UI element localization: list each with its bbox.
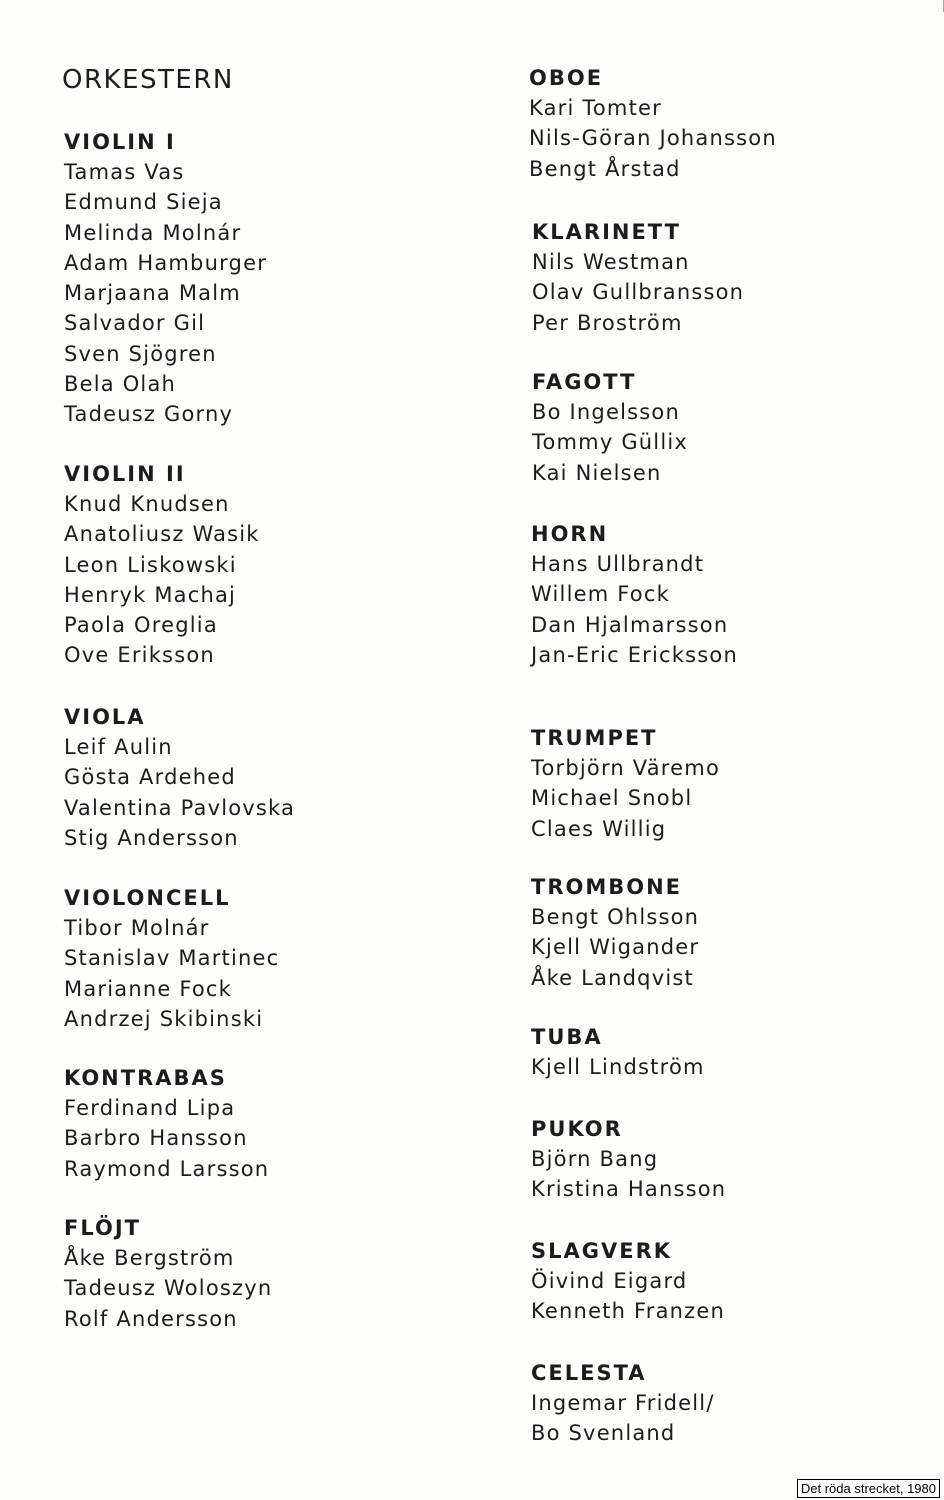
member-name: Tadeusz Gorny [64, 402, 234, 427]
section-heading: VIOLA [64, 705, 146, 729]
section-heading: KLARINETT [532, 220, 681, 244]
section-heading: VIOLONCELL [64, 886, 231, 910]
page-title: ORKESTERN [62, 65, 234, 95]
member-name: Åke Landqvist [531, 965, 694, 990]
member-name: Öivind Eigard [531, 1269, 688, 1293]
member-name: Nils Westman [532, 250, 690, 274]
member-name: Olav Gullbransson [532, 280, 745, 305]
member-name: Marianne Fock [64, 976, 233, 1001]
member-name: Björn Bang [531, 1147, 659, 1171]
member-name: Ferdinand Lipa [64, 1096, 236, 1120]
section-heading: KONTRABAS [64, 1066, 227, 1090]
member-name: Barbro Hansson [64, 1126, 248, 1151]
member-name: Åke Bergström [64, 1246, 235, 1270]
member-name: Michael Snobl [531, 786, 693, 811]
member-name: Leif Aulin [64, 735, 173, 759]
section-heading: CELESTA [531, 1361, 647, 1385]
section-heading: OBOE [529, 66, 604, 90]
member-name: Per Broström [532, 310, 683, 335]
member-name: Kari Tomter [529, 96, 662, 120]
member-name: Bengt Årstad [529, 156, 681, 181]
section-heading: VIOLIN II [64, 462, 186, 486]
member-name: Kjell Wigander [531, 935, 700, 960]
member-name: Valentina Pavlovska [64, 795, 296, 820]
member-name: Dan Hjalmarsson [531, 612, 729, 637]
member-name: Hans Ullbrandt [531, 552, 705, 576]
member-name: Raymond Larsson [64, 1156, 270, 1181]
member-name: Gösta Ardehed [64, 765, 236, 790]
member-name: Leon Liskowski [64, 552, 237, 577]
member-name: Anatoliusz Wasik [64, 522, 260, 547]
section-viola [64, 702, 295, 853]
section-oboe [529, 63, 777, 184]
member-name: Willem Fock [531, 582, 670, 607]
member-name: Bela Olah [64, 372, 177, 397]
section-tuba [531, 1022, 705, 1082]
member-name: Torbjörn Väremo [531, 756, 721, 780]
member-name: Tibor Molnár [64, 916, 210, 940]
section-pukor [531, 1114, 726, 1205]
section-trumpet [531, 723, 720, 844]
member-name: Bo Ingelsson [532, 400, 680, 424]
member-name: Stanislav Martinec [64, 946, 280, 971]
member-name: Tommy Güllix [532, 430, 689, 455]
member-name: Edmund Sieja [64, 190, 223, 215]
member-name: Kjell Lindström [531, 1055, 705, 1079]
member-name: Rolf Andersson [64, 1306, 238, 1331]
section-heading: HORN [531, 522, 609, 546]
member-name: Tamas Vas [64, 160, 185, 184]
section-kontrabas [64, 1063, 269, 1184]
member-name: Sven Sjögren [64, 341, 217, 366]
source-caption: Det röda strecket, 1980 [797, 1479, 940, 1498]
section-violoncell [64, 883, 279, 1034]
member-name: Andrzej Skibinski [64, 1006, 264, 1031]
section-heading: SLAGVERK [531, 1239, 673, 1263]
section-slagverk [531, 1236, 725, 1327]
section-horn [531, 519, 738, 670]
member-name: Salvador Gil [64, 311, 206, 336]
section-klarinett [532, 217, 744, 338]
section-heading: TUBA [531, 1025, 603, 1049]
member-name: Stig Andersson [64, 825, 239, 850]
member-name: Kai Nielsen [532, 460, 662, 485]
section-heading: TROMBONE [531, 875, 683, 899]
member-name: Ingemar Fridell/ [531, 1391, 715, 1415]
member-name: Knud Knudsen [64, 492, 230, 516]
section-heading: FAGOTT [532, 370, 637, 394]
section-heading: TRUMPET [531, 726, 658, 750]
section-heading: PUKOR [531, 1117, 623, 1141]
member-name: Bo Svenland [531, 1421, 676, 1446]
member-name: Kenneth Franzen [531, 1299, 726, 1324]
member-name: Henryk Machaj [64, 582, 237, 607]
member-name: Adam Hamburger [64, 250, 268, 275]
member-name: Claes Willig [531, 816, 667, 841]
section-trombone [531, 872, 699, 993]
member-name: Tadeusz Woloszyn [64, 1276, 273, 1301]
section-heading: FLÖJT [64, 1216, 141, 1240]
member-name: Ove Eriksson [64, 643, 215, 668]
section-fagott [532, 367, 688, 488]
section-flojt [64, 1213, 272, 1334]
member-name: Paola Oreglia [64, 613, 218, 638]
member-name: Kristina Hansson [531, 1177, 727, 1202]
section-heading: VIOLIN I [64, 130, 176, 154]
section-violin-1 [64, 127, 267, 430]
member-name: Melinda Molnár [64, 220, 242, 245]
section-violin-2 [64, 459, 260, 671]
member-name: Nils-Göran Johansson [529, 126, 777, 151]
member-name: Jan-Eric Ericksson [531, 642, 738, 667]
member-name: Bengt Ohlsson [531, 905, 700, 929]
member-name: Marjaana Malm [64, 281, 241, 306]
section-celesta [531, 1358, 715, 1449]
